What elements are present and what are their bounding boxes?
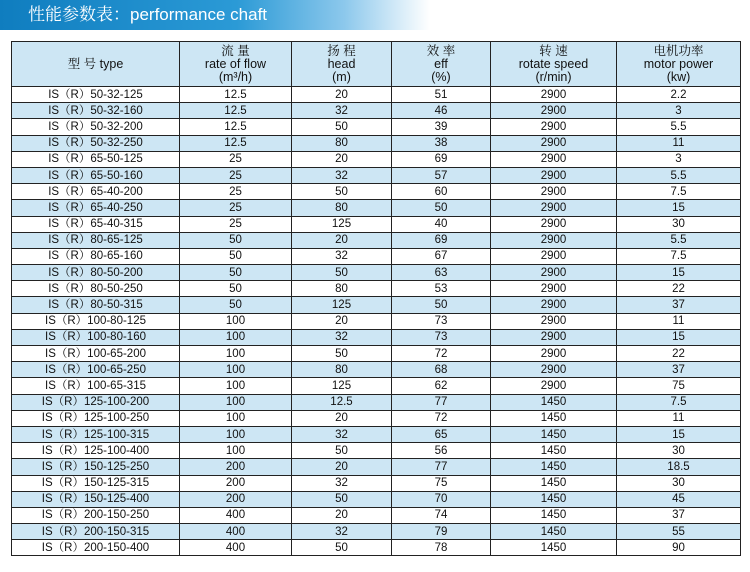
table-row <box>12 378 741 394</box>
cell-speed: 1450 <box>491 540 617 556</box>
cell-type: IS（R）125-100-315 <box>12 426 180 442</box>
cell-head: 80 <box>292 135 392 151</box>
cell-type: IS（R）65-40-250 <box>12 200 180 216</box>
cell-type: IS（R）125-100-200 <box>12 394 180 410</box>
cell-head: 20 <box>292 459 392 475</box>
cell-flow: 100 <box>180 329 292 345</box>
cell-head: 32 <box>292 426 392 442</box>
cell-speed: 1450 <box>491 443 617 459</box>
cell-head: 125 <box>292 378 392 394</box>
table-row <box>12 200 741 216</box>
cell-flow: 50 <box>180 281 292 297</box>
cell-flow: 100 <box>180 313 292 329</box>
cell-head: 12.5 <box>292 394 392 410</box>
table-row <box>12 265 741 281</box>
cell-speed: 2900 <box>491 200 617 216</box>
cell-power: 75 <box>617 378 741 394</box>
cell-speed: 2900 <box>491 87 617 103</box>
cell-type: IS（R）100-65-200 <box>12 346 180 362</box>
cell-eff: 79 <box>392 524 491 540</box>
header-unit-text: (r/min) <box>535 69 572 84</box>
cell-eff: 73 <box>392 313 491 329</box>
cell-head: 20 <box>292 151 392 167</box>
cell-type: IS（R）65-40-200 <box>12 184 180 200</box>
cell-eff: 73 <box>392 329 491 345</box>
cell-head: 20 <box>292 507 392 523</box>
table-row <box>12 281 741 297</box>
cell-flow: 12.5 <box>180 119 292 135</box>
cell-eff: 72 <box>392 346 491 362</box>
header-unit-text: (m³/h) <box>218 69 253 84</box>
cell-eff: 56 <box>392 443 491 459</box>
cell-head: 32 <box>292 167 392 183</box>
table-row <box>12 297 741 313</box>
cell-power: 7.5 <box>617 248 741 264</box>
table-row <box>12 248 741 264</box>
table-row <box>12 410 741 426</box>
cell-flow: 400 <box>180 524 292 540</box>
cell-head: 32 <box>292 329 392 345</box>
table-row <box>12 362 741 378</box>
cell-power: 3 <box>617 103 741 119</box>
cell-speed: 2900 <box>491 297 617 313</box>
cell-speed: 1450 <box>491 475 617 491</box>
column-header-power <box>617 42 741 87</box>
cell-speed: 2900 <box>491 329 617 345</box>
cell-speed: 2900 <box>491 281 617 297</box>
header-en-text: rate of flow <box>204 56 267 71</box>
cell-head: 50 <box>292 443 392 459</box>
table-row <box>12 167 741 183</box>
cell-power: 90 <box>617 540 741 556</box>
column-header-type <box>12 42 180 87</box>
cell-eff: 74 <box>392 507 491 523</box>
cell-eff: 38 <box>392 135 491 151</box>
cell-flow: 100 <box>180 410 292 426</box>
column-header-flow <box>180 42 292 87</box>
cell-flow: 400 <box>180 540 292 556</box>
cell-speed: 2900 <box>491 378 617 394</box>
cell-head: 20 <box>292 232 392 248</box>
cell-speed: 1450 <box>491 410 617 426</box>
cell-speed: 2900 <box>491 167 617 183</box>
column-header-speed <box>491 42 617 87</box>
header-zh-text: 扬 程 <box>327 43 356 58</box>
cell-eff: 72 <box>392 410 491 426</box>
table-row <box>12 346 741 362</box>
cell-speed: 1450 <box>491 507 617 523</box>
cell-head: 50 <box>292 491 392 507</box>
cell-type: IS（R）200-150-400 <box>12 540 180 556</box>
cell-flow: 12.5 <box>180 103 292 119</box>
cell-head: 50 <box>292 119 392 135</box>
cell-head: 80 <box>292 362 392 378</box>
cell-speed: 1450 <box>491 426 617 442</box>
cell-speed: 2900 <box>491 135 617 151</box>
header-zh-text: 效 率 <box>426 43 456 58</box>
column-header-eff <box>392 42 491 87</box>
cell-head: 125 <box>292 216 392 232</box>
cell-speed: 1450 <box>491 524 617 540</box>
cell-speed: 2900 <box>491 151 617 167</box>
header-zh-text: 流 量 <box>221 43 250 58</box>
cell-power: 37 <box>617 362 741 378</box>
cell-type: IS（R）65-50-160 <box>12 167 180 183</box>
cell-type: IS（R）50-32-200 <box>12 119 180 135</box>
cell-power: 30 <box>617 475 741 491</box>
table-row <box>12 135 741 151</box>
cell-power: 18.5 <box>617 459 741 475</box>
cell-speed: 1450 <box>491 459 617 475</box>
cell-power: 45 <box>617 491 741 507</box>
cell-head: 32 <box>292 248 392 264</box>
cell-speed: 2900 <box>491 103 617 119</box>
cell-type: IS（R）80-65-160 <box>12 248 180 264</box>
cell-type: IS（R）125-100-400 <box>12 443 180 459</box>
cell-type: IS（R）80-50-250 <box>12 281 180 297</box>
cell-speed: 2900 <box>491 184 617 200</box>
cell-speed: 2900 <box>491 119 617 135</box>
cell-power: 22 <box>617 346 741 362</box>
table-row <box>12 507 741 523</box>
cell-speed: 2900 <box>491 346 617 362</box>
cell-head: 125 <box>292 297 392 313</box>
table-row <box>12 394 741 410</box>
cell-eff: 68 <box>392 362 491 378</box>
cell-eff: 50 <box>392 297 491 313</box>
cell-head: 80 <box>292 281 392 297</box>
table-header-row <box>12 42 741 87</box>
cell-power: 7.5 <box>617 394 741 410</box>
cell-power: 2.2 <box>617 87 741 103</box>
cell-eff: 75 <box>392 475 491 491</box>
cell-type: IS（R）100-65-315 <box>12 378 180 394</box>
performance-table <box>11 41 741 556</box>
header-unit-text: (m) <box>332 69 351 84</box>
cell-type: IS（R）150-125-400 <box>12 491 180 507</box>
cell-head: 50 <box>292 346 392 362</box>
cell-type: IS（R）150-125-250 <box>12 459 180 475</box>
cell-eff: 60 <box>392 184 491 200</box>
header-en-text: eff <box>434 56 448 71</box>
cell-flow: 100 <box>180 394 292 410</box>
cell-power: 7.5 <box>617 184 741 200</box>
table-row <box>12 151 741 167</box>
page-title: 性能参数表：performance chaft <box>28 5 268 24</box>
table-row <box>12 426 741 442</box>
table-row <box>12 313 741 329</box>
cell-speed: 1450 <box>491 491 617 507</box>
cell-power: 15 <box>617 265 741 281</box>
table-row <box>12 87 741 103</box>
cell-eff: 67 <box>392 248 491 264</box>
cell-power: 5.5 <box>617 232 741 248</box>
cell-speed: 2900 <box>491 313 617 329</box>
cell-eff: 63 <box>392 265 491 281</box>
table-row <box>12 459 741 475</box>
cell-type: IS（R）125-100-250 <box>12 410 180 426</box>
table-row <box>12 216 741 232</box>
cell-flow: 100 <box>180 378 292 394</box>
table-row <box>12 103 741 119</box>
cell-flow: 12.5 <box>180 87 292 103</box>
cell-speed: 1450 <box>491 394 617 410</box>
cell-flow: 100 <box>180 362 292 378</box>
cell-flow: 200 <box>180 491 292 507</box>
cell-power: 5.5 <box>617 167 741 183</box>
cell-head: 32 <box>292 103 392 119</box>
cell-power: 37 <box>617 507 741 523</box>
cell-power: 11 <box>617 410 741 426</box>
header-zh-text: 电机功率 <box>653 43 704 58</box>
cell-flow: 100 <box>180 443 292 459</box>
table-row <box>12 524 741 540</box>
cell-power: 11 <box>617 135 741 151</box>
cell-type: IS（R）150-125-315 <box>12 475 180 491</box>
header-en-text: head <box>327 56 356 71</box>
cell-power: 11 <box>617 313 741 329</box>
cell-flow: 25 <box>180 151 292 167</box>
cell-speed: 2900 <box>491 362 617 378</box>
header-zh-text: 型 号 type <box>67 56 124 71</box>
cell-power: 37 <box>617 297 741 313</box>
cell-flow: 25 <box>180 184 292 200</box>
cell-eff: 46 <box>392 103 491 119</box>
cell-flow: 50 <box>180 232 292 248</box>
cell-power: 3 <box>617 151 741 167</box>
cell-power: 30 <box>617 443 741 459</box>
cell-speed: 2900 <box>491 232 617 248</box>
header-unit-text: (%) <box>431 69 451 84</box>
cell-head: 32 <box>292 475 392 491</box>
cell-type: IS（R）50-32-250 <box>12 135 180 151</box>
table-row <box>12 119 741 135</box>
cell-power: 15 <box>617 200 741 216</box>
cell-head: 20 <box>292 410 392 426</box>
cell-type: IS（R）65-50-125 <box>12 151 180 167</box>
column-header-head <box>292 42 392 87</box>
table-row <box>12 491 741 507</box>
title-banner <box>0 0 430 30</box>
cell-head: 50 <box>292 184 392 200</box>
cell-eff: 57 <box>392 167 491 183</box>
table-row <box>12 540 741 556</box>
cell-flow: 200 <box>180 459 292 475</box>
cell-power: 55 <box>617 524 741 540</box>
cell-eff: 51 <box>392 87 491 103</box>
cell-flow: 50 <box>180 297 292 313</box>
cell-eff: 65 <box>392 426 491 442</box>
cell-flow: 100 <box>180 426 292 442</box>
cell-flow: 50 <box>180 265 292 281</box>
header-zh-text: 转 速 <box>539 43 568 58</box>
cell-head: 32 <box>292 524 392 540</box>
cell-type: IS（R）65-40-315 <box>12 216 180 232</box>
cell-eff: 78 <box>392 540 491 556</box>
cell-eff: 53 <box>392 281 491 297</box>
cell-eff: 70 <box>392 491 491 507</box>
cell-type: IS（R）100-80-160 <box>12 329 180 345</box>
cell-head: 50 <box>292 265 392 281</box>
cell-type: IS（R）200-150-315 <box>12 524 180 540</box>
cell-type: IS（R）100-65-250 <box>12 362 180 378</box>
table-row <box>12 184 741 200</box>
cell-flow: 100 <box>180 346 292 362</box>
cell-speed: 2900 <box>491 216 617 232</box>
cell-type: IS（R）50-32-125 <box>12 87 180 103</box>
cell-power: 30 <box>617 216 741 232</box>
cell-flow: 12.5 <box>180 135 292 151</box>
cell-head: 20 <box>292 87 392 103</box>
cell-type: IS（R）80-65-125 <box>12 232 180 248</box>
cell-eff: 69 <box>392 232 491 248</box>
cell-type: IS（R）80-50-315 <box>12 297 180 313</box>
cell-flow: 25 <box>180 200 292 216</box>
cell-power: 15 <box>617 329 741 345</box>
cell-power: 5.5 <box>617 119 741 135</box>
cell-head: 50 <box>292 540 392 556</box>
cell-type: IS（R）50-32-160 <box>12 103 180 119</box>
cell-speed: 2900 <box>491 248 617 264</box>
cell-flow: 200 <box>180 475 292 491</box>
cell-eff: 50 <box>392 200 491 216</box>
cell-flow: 25 <box>180 216 292 232</box>
table-body <box>12 87 741 556</box>
cell-flow: 25 <box>180 167 292 183</box>
cell-eff: 40 <box>392 216 491 232</box>
cell-type: IS（R）80-50-200 <box>12 265 180 281</box>
cell-flow: 400 <box>180 507 292 523</box>
cell-type: IS（R）200-150-250 <box>12 507 180 523</box>
cell-head: 80 <box>292 200 392 216</box>
cell-power: 15 <box>617 426 741 442</box>
cell-eff: 77 <box>392 394 491 410</box>
table-row <box>12 443 741 459</box>
table-row <box>12 232 741 248</box>
cell-head: 20 <box>292 313 392 329</box>
header-en-text: rotate speed <box>518 56 589 71</box>
cell-flow: 50 <box>180 248 292 264</box>
cell-eff: 62 <box>392 378 491 394</box>
cell-power: 22 <box>617 281 741 297</box>
header-en-text: motor power <box>643 56 714 71</box>
cell-eff: 77 <box>392 459 491 475</box>
table-row <box>12 475 741 491</box>
cell-speed: 2900 <box>491 265 617 281</box>
cell-type: IS（R）100-80-125 <box>12 313 180 329</box>
cell-eff: 69 <box>392 151 491 167</box>
table-row <box>12 329 741 345</box>
header-unit-text: (kw) <box>666 69 691 84</box>
cell-eff: 39 <box>392 119 491 135</box>
